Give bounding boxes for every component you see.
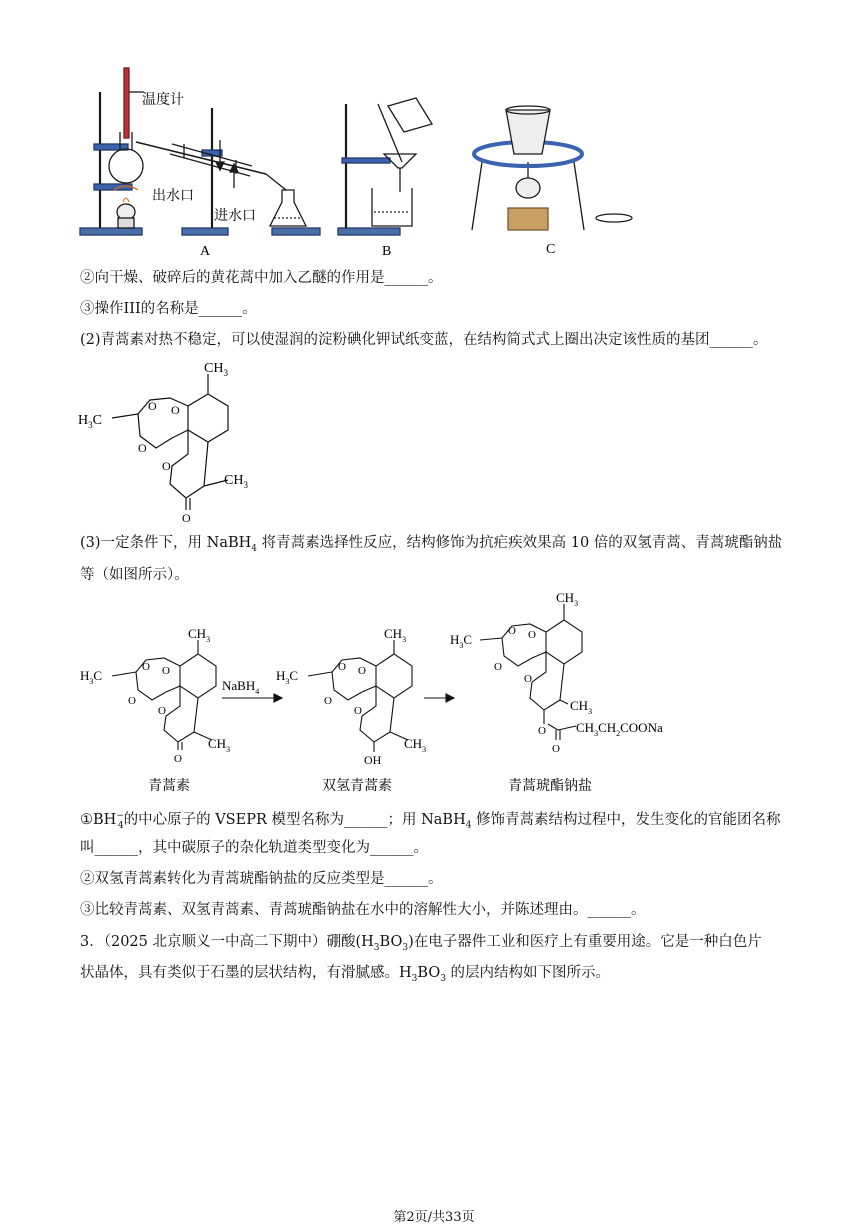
m1-o1: O bbox=[142, 661, 150, 673]
m2-o2: O bbox=[358, 665, 366, 677]
question-3-1-line2: 叫______，其中碳原子的杂化轨道类型变化为______。 bbox=[80, 840, 428, 856]
struct1-carbonyl-o: O bbox=[182, 511, 191, 522]
m3-chain: $CH_3CH_2COONa$ bbox=[576, 720, 663, 738]
m2-ch3-right: $CH_3$ bbox=[404, 736, 427, 754]
m3-ester-o: O bbox=[538, 725, 546, 737]
struct1-ch3-right: $CH_3$ bbox=[224, 473, 248, 490]
struct1-o2: O bbox=[171, 403, 180, 417]
reaction-scheme bbox=[76, 590, 696, 800]
m3-carbonyl-o: O bbox=[552, 743, 560, 755]
paragraph-4-line1: 3．（2025 北京顺义一中高二下期中）硼酸$(H_3BO_3)$在电子器件工业和医疗上有重要用途。它是一种白色片 bbox=[80, 934, 762, 953]
struct1-o3: O bbox=[138, 441, 147, 455]
m2-oh: OH bbox=[364, 753, 382, 767]
paragraph-3-line1: (3)一定条件下，用 NaBH$_4$ 将青蒿素选择性反应，结构修饰为抗疟疾效果高 10 倍的双氢青蒿、青蒿琥酯钠盐 bbox=[80, 535, 783, 554]
m2-h3c: $H_3C$ bbox=[276, 668, 299, 686]
m3-o3: O bbox=[494, 661, 502, 673]
question-3-1-line1: $①BH^-_4$的中心原子的 VSEPR 模型名称为______；用 NaBH$_4$ 修饰青蒿素结构过程中，发生变化的官能团名称 bbox=[80, 811, 781, 831]
struct1-h3c: $H_3C$ bbox=[78, 413, 102, 430]
name-dihydroartemisinin: 双氢青蒿素 bbox=[322, 779, 392, 794]
name-artemisinin: 青蒿素 bbox=[148, 779, 190, 794]
apparatus-figure bbox=[76, 62, 646, 262]
paragraph-3-line2: 等（如图所示）。 bbox=[80, 567, 189, 583]
m3-ch3-right: $CH_3$ bbox=[570, 698, 593, 716]
label-water-out: 出水口 bbox=[152, 189, 194, 204]
struct1-o4: O bbox=[162, 459, 171, 473]
m1-o4: O bbox=[158, 705, 166, 717]
paragraph-4-line2: 状晶体，具有类似于石墨的层状结构，有滑腻感。$H_3BO_3$ 的层内结构如下图所示。 bbox=[80, 965, 611, 984]
caption-b: B bbox=[382, 244, 392, 259]
m2-o3: O bbox=[324, 695, 332, 707]
m1-o3: O bbox=[128, 695, 136, 707]
m3-h3c: $H_3C$ bbox=[450, 632, 473, 650]
m3-o4: O bbox=[524, 673, 532, 685]
question-2-3: ③操作III的名称是______。 bbox=[80, 301, 257, 317]
m2-o1: O bbox=[338, 661, 346, 673]
page-footer: 第2页/共33页 bbox=[393, 1210, 475, 1225]
caption-c: C bbox=[546, 242, 556, 257]
m3-ch3-top: $CH_3$ bbox=[556, 590, 579, 608]
caption-a: A bbox=[200, 244, 211, 259]
m1-ch3-top: $CH_3$ bbox=[188, 626, 211, 644]
question-3-3: ③比较青蒿素、双氢青蒿素、青蒿琥酯钠盐在水中的溶解性大小，并陈述理由。______。 bbox=[80, 902, 646, 918]
reagent-nabh4: NaBH$_4$ bbox=[222, 678, 260, 696]
m2-ch3-top: $CH_3$ bbox=[384, 626, 407, 644]
question-2-2: ②向干燥、破碎后的黄花蒿中加入乙醚的作用是______。 bbox=[80, 270, 443, 286]
struct1-ch3-top: $CH_3$ bbox=[204, 361, 228, 378]
m3-o2: O bbox=[528, 629, 536, 641]
artemisinin-structure bbox=[76, 352, 276, 522]
label-thermometer: 温度计 bbox=[142, 93, 184, 108]
m1-ch3-right: $CH_3$ bbox=[208, 736, 231, 754]
m1-o2: O bbox=[162, 665, 170, 677]
struct1-o1: O bbox=[148, 399, 157, 413]
m2-o4: O bbox=[354, 705, 362, 717]
m1-carbonyl-o: O bbox=[174, 753, 182, 765]
question-3-2: ②双氢青蒿素转化为青蒿琥酯钠盐的反应类型是______。 bbox=[80, 871, 443, 887]
name-artesunate-sodium: 青蒿琥酯钠盐 bbox=[508, 779, 592, 794]
label-water-in: 进水口 bbox=[214, 209, 256, 224]
paragraph-2: (2)青蒿素对热不稳定，可以使湿润的淀粉碘化钾试纸变蓝，在结构简式式上圈出决定该性质的基团______。 bbox=[80, 332, 768, 348]
m3-o1: O bbox=[508, 625, 516, 637]
m1-h3c: $H_3C$ bbox=[80, 668, 103, 686]
